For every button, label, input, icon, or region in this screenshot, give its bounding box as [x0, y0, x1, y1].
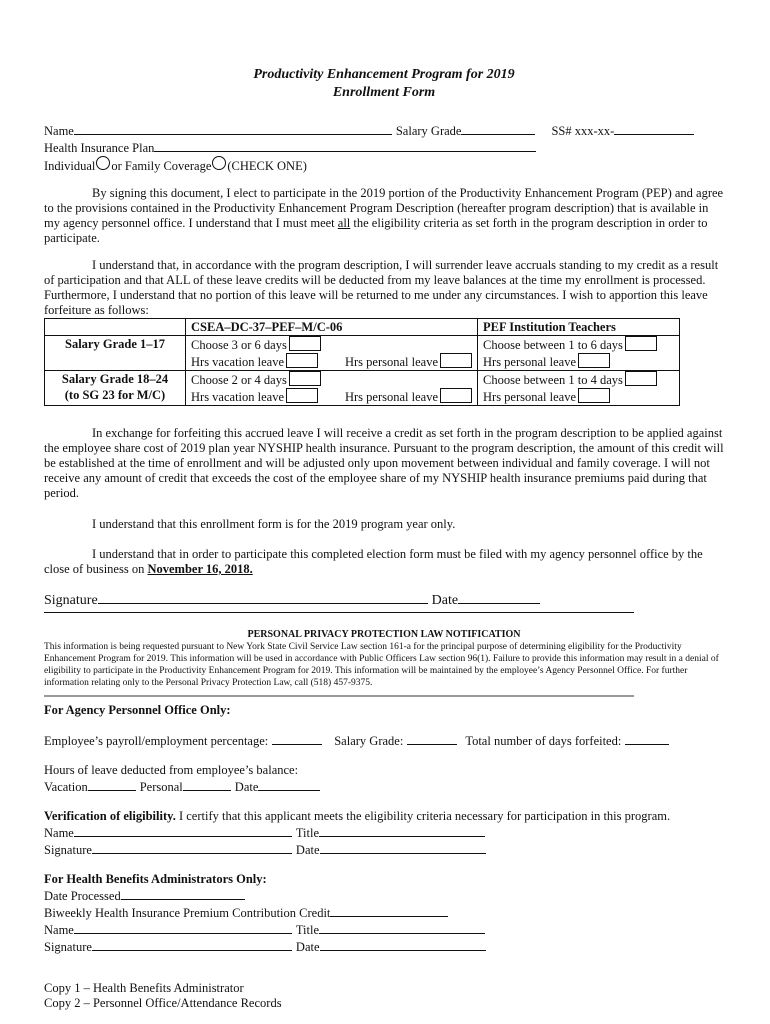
- health-plan-field[interactable]: [154, 139, 536, 152]
- cell-sg2-csea: [186, 371, 478, 406]
- verification-text: I certify that this applicant meets the eligibility criteria necessary for participation in this program.: [175, 809, 671, 823]
- cell-sg2-pef: [478, 371, 680, 406]
- privacy-heading: PERSONAL PRIVACY PROTECTION LAW NOTIFICATION: [247, 629, 521, 640]
- deadline-date: November 16, 2018.: [147, 562, 253, 576]
- hba-title-label: Title: [295, 923, 320, 937]
- cell-sg1-csea: [186, 336, 478, 371]
- agency-row-1: [44, 732, 724, 749]
- hba-date-field[interactable]: [320, 938, 486, 951]
- election-paragraph: [44, 186, 724, 246]
- agency-date-label: Date: [234, 780, 259, 794]
- name-label: Name: [44, 124, 74, 138]
- hba-name-row: [44, 921, 724, 938]
- hba-date-row: [44, 887, 724, 904]
- agency-title-label: Title: [295, 826, 320, 840]
- date-processed-field[interactable]: [121, 887, 245, 900]
- enrollment-form: [44, 66, 724, 1011]
- hba-signature-row: [44, 938, 724, 955]
- pef-hrs-personal-label-2: Hrs personal leave: [483, 390, 577, 404]
- election-text-all: all: [337, 216, 351, 230]
- table-corner: [45, 319, 186, 336]
- sg2-label-b: (to SG 23 for M/C): [64, 388, 166, 402]
- hrs-vacation-label-2: Hrs vacation leave: [191, 390, 285, 404]
- individual-radio[interactable]: [96, 156, 110, 170]
- total-days-field[interactable]: [625, 732, 669, 745]
- between-1-6-box[interactable]: [625, 336, 657, 351]
- hba-title-field[interactable]: [319, 921, 485, 934]
- date-field[interactable]: [458, 591, 540, 604]
- hrs-personal-box-1[interactable]: [440, 353, 472, 368]
- health-plan-row: [44, 139, 724, 156]
- coverage-row: [44, 156, 724, 174]
- vacation-field[interactable]: [88, 778, 136, 791]
- verification-bold: Verification of eligibility.: [44, 809, 176, 823]
- choose-3-6-label: Choose 3 or 6 days: [191, 338, 287, 352]
- pef-hrs-personal-box-2[interactable]: [578, 388, 610, 403]
- header-csea: CSEA–DC-37–PEF–M/C-06: [186, 319, 478, 336]
- sg2-label-a: Salary Grade 18–24: [61, 372, 169, 386]
- hours-deducted-label: Hours of leave deducted from employee’s balance:: [44, 763, 299, 777]
- hrs-personal-box-2[interactable]: [440, 388, 472, 403]
- form-title: Productivity Enhancement Program for 2019: [253, 67, 515, 82]
- hba-date-label: Date: [295, 940, 320, 954]
- check-one-label: (CHECK ONE): [227, 159, 307, 173]
- form-subtitle: Enrollment Form: [332, 85, 436, 100]
- agency-signature-label: Signature: [44, 843, 92, 857]
- hrs-vacation-box-2[interactable]: [286, 388, 318, 403]
- hba-name-field[interactable]: [74, 921, 292, 934]
- hrs-vacation-box-1[interactable]: [286, 353, 318, 368]
- signature-field[interactable]: [98, 591, 428, 604]
- hba-signature-label: Signature: [44, 940, 92, 954]
- cell-sg1-pef: [478, 336, 680, 371]
- family-label: or Family Coverage: [111, 159, 212, 173]
- header-pef: PEF Institution Teachers: [478, 319, 680, 336]
- deadline-text: I understand that in order to participate this completed election form must be filed with my agency personnel office by the close of business on: [44, 547, 703, 576]
- family-radio[interactable]: [212, 156, 226, 170]
- election-text-a: By signing this document, I elect to participate in the 2019 portion of the Productivity Enhancement Program (PEP) and agree to the provisions contained in the Productivity Enhancement Program Description (hereafter program description) that is available in my agency personnel office. I understand that I must meet: [44, 186, 724, 230]
- between-1-4-label: Choose between 1 to 4 days: [483, 373, 623, 387]
- personal-field[interactable]: [183, 778, 231, 791]
- total-days-label: Total number of days forfeited:: [465, 734, 622, 748]
- payroll-field[interactable]: [272, 732, 322, 745]
- pef-hrs-personal-box-1[interactable]: [578, 353, 610, 368]
- salary-grade-field[interactable]: [461, 122, 535, 135]
- agency-date2-label: Date: [295, 843, 320, 857]
- agency-row-2: [44, 778, 724, 795]
- hrs-vacation-label: Hrs vacation leave: [191, 355, 285, 369]
- date-label: Date: [431, 593, 459, 608]
- signature-label: Signature: [44, 593, 98, 608]
- privacy-body: This information is being requested pursuant to New York State Civil Service Law section 161-a for the principal purpose of determining eligibility for the Productivity Enhancement Program for 2019. This information will be used in accordance with Public Officers Law section 96(1). Failure to provide this information may result in a denial of eligibility to participate in the Productivity Enhancement Program for 2019. This information will be maintained by the employee’s Agency Personnel Office. For further information relating only to the Personal Privacy Protection Law, call (518) 457-9375.: [44, 642, 719, 688]
- hba-heading: For Health Benefits Administrators Only:: [44, 872, 267, 886]
- verification-line: [44, 809, 724, 824]
- salary-grade-label: Salary Grade: [395, 124, 462, 138]
- pef-hrs-personal-label-1: Hrs personal leave: [483, 355, 577, 369]
- credit-paragraph: In exchange for forfeiting this accrued leave I will receive a credit as set forth in the program description to be applied against the employee share cost of 2019 plan year NYSHIP health insurance. Pursuant to the program description, the amount of this credit will be established at the time of enrollment and will be adjusted only upon movement between individual and family coverage. I will not receive any amount of credit that exceeds the cost of the employee share of my NYSHIP health insurance premiums paid during that period.: [44, 426, 724, 500]
- agency-salary-grade-label: Salary Grade:: [334, 734, 404, 748]
- hrs-personal-label-2: Hrs personal leave: [344, 390, 438, 404]
- name-row: [44, 122, 724, 139]
- agency-name-field[interactable]: [74, 824, 292, 837]
- election-text-b: the eligibility criteria as set forth in the program description in order to participate.: [44, 216, 708, 245]
- between-1-4-box[interactable]: [625, 371, 657, 386]
- hba-signature-field[interactable]: [92, 938, 292, 951]
- agency-date-field[interactable]: [258, 778, 320, 791]
- individual-label: Individual: [44, 159, 96, 173]
- deadline-paragraph: [44, 547, 724, 577]
- name-field[interactable]: [74, 122, 392, 135]
- copy-1: Copy 1 – Health Benefits Administrator: [44, 981, 244, 995]
- date-processed-label: Date Processed: [44, 889, 121, 903]
- vacation-label: Vacation: [44, 780, 88, 794]
- agency-name-label: Name: [44, 826, 74, 840]
- ss-label: SS# xxx-xx-: [551, 124, 615, 138]
- row-sg2-label: [45, 371, 186, 406]
- agency-signature-row: [44, 841, 724, 858]
- program-year-paragraph: I understand that this enrollment form is for the 2019 program year only.: [92, 517, 456, 531]
- biweekly-label: Biweekly Health Insurance Premium Contribution Credit: [44, 906, 331, 920]
- agency-title-field[interactable]: [319, 824, 485, 837]
- leave-table: [44, 318, 680, 406]
- payroll-label: Employee’s payroll/employment percentage:: [44, 734, 269, 748]
- choose-2-4-box[interactable]: [289, 371, 321, 386]
- hba-biweekly-row: [44, 904, 724, 921]
- copy-2: Copy 2 – Personnel Office/Attendance Records: [44, 996, 282, 1010]
- agency-name-row: [44, 824, 724, 841]
- hba-name-label: Name: [44, 923, 74, 937]
- hrs-personal-label: Hrs personal leave: [344, 355, 438, 369]
- between-1-6-label: Choose between 1 to 6 days: [483, 338, 623, 352]
- agency-heading: For Agency Personnel Office Only:: [44, 703, 231, 717]
- health-plan-label: Health Insurance Plan: [44, 141, 155, 155]
- choose-3-6-box[interactable]: [289, 336, 321, 351]
- choose-2-4-label: Choose 2 or 4 days: [191, 373, 287, 387]
- agency-salary-grade-field[interactable]: [407, 732, 457, 745]
- agency-date2-field[interactable]: [320, 841, 486, 854]
- row-sg1-label: Salary Grade 1–17: [45, 336, 186, 371]
- agency-signature-field[interactable]: [92, 841, 292, 854]
- ss-field[interactable]: [614, 122, 694, 135]
- surrender-paragraph: I understand that, in accordance with the program description, I will surrender leave accruals standing to my credit as a result of participation and that ALL of these leave credits will be deducted from my leave balances at the time my enrollment is processed. Furthermore, I understand that no portion of this leave will be returned to me under any circumstances. I wish to apportion this leave forfeiture as follows:: [44, 258, 719, 317]
- personal-label: Personal: [139, 780, 183, 794]
- signature-row: [44, 591, 724, 608]
- biweekly-field[interactable]: [330, 904, 448, 917]
